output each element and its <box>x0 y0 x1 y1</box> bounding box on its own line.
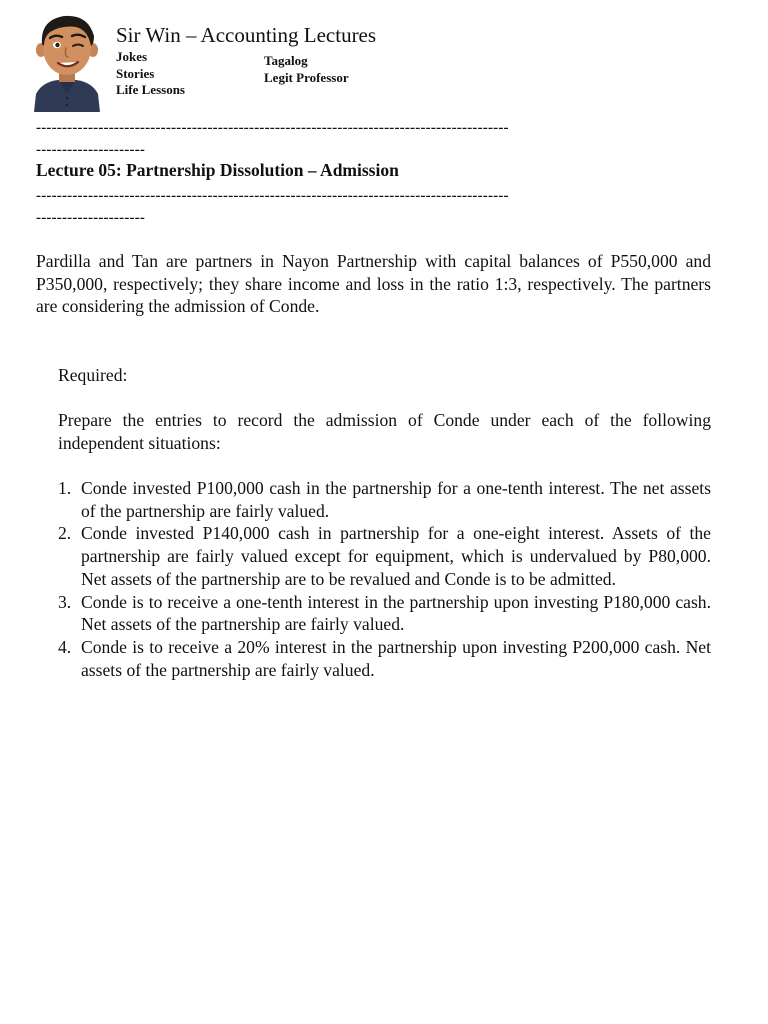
list-item <box>36 636 711 681</box>
list-item <box>36 591 711 636</box>
required-label: Required: <box>58 365 128 385</box>
list-number: 2. <box>58 523 72 544</box>
list-number: 4. <box>58 636 72 657</box>
tag-jokes: Jokes <box>116 49 148 64</box>
tag-stories: Stories <box>116 66 155 81</box>
divider-bottom-line: ------------------------------------------------------------------------------------------- <box>36 188 509 204</box>
list-item <box>36 522 711 590</box>
channel-title: Sir Win – Accounting Lectures <box>116 23 377 47</box>
situation-text: Conde is to receive a 20% interest in the partnership upon investing P200,000 cash. Net assets of the partnership are fairly valued. <box>81 636 711 680</box>
situation-text: Conde invested P100,000 cash in the partnership for a one-tenth interest. The net assets of the partnership are fairly valued. <box>81 478 711 521</box>
instruction-text: Prepare the entries to record the admission of Conde under each of the following independent situations: <box>58 410 711 453</box>
list-number: 3. <box>58 591 72 612</box>
list-number: 1. <box>58 478 72 498</box>
situations-list <box>36 477 711 681</box>
tag-life-lessons: Life Lessons <box>116 82 185 97</box>
avatar <box>28 10 106 112</box>
tag-tagalog: Tagalog <box>264 53 308 68</box>
situation-text: Conde invested P140,000 cash in partnership for a one-eight interest. Assets of the partnership are fairly valued except for equipment, which is undervalued by P80,000. Net assets of the partnership are to be revalued and Conde is to be admitted. <box>81 523 711 589</box>
situation-text: Conde is to receive a one-tenth interest in the partnership upon investing P180,000 cash. Net assets of the partnership are fairly valued. <box>81 591 711 635</box>
divider-top-line: ------------------------------------------------------------------------------------------- <box>36 120 509 136</box>
lecture-title: Lecture 05: Partnership Dissolution – Admission <box>36 160 399 180</box>
list-item <box>36 477 711 522</box>
divider-top-continuation: --------------------- <box>36 142 146 158</box>
tag-legit-professor: Legit Professor <box>264 70 349 85</box>
divider-bottom-continuation: --------------------- <box>36 210 146 226</box>
problem-intro: Pardilla and Tan are partners in Nayon Partnership with capital balances of P550,000 and P350,000, respectively; they share income and loss in the ratio 1:3, respectively. The partners are considering the admission of Conde. <box>36 251 711 317</box>
